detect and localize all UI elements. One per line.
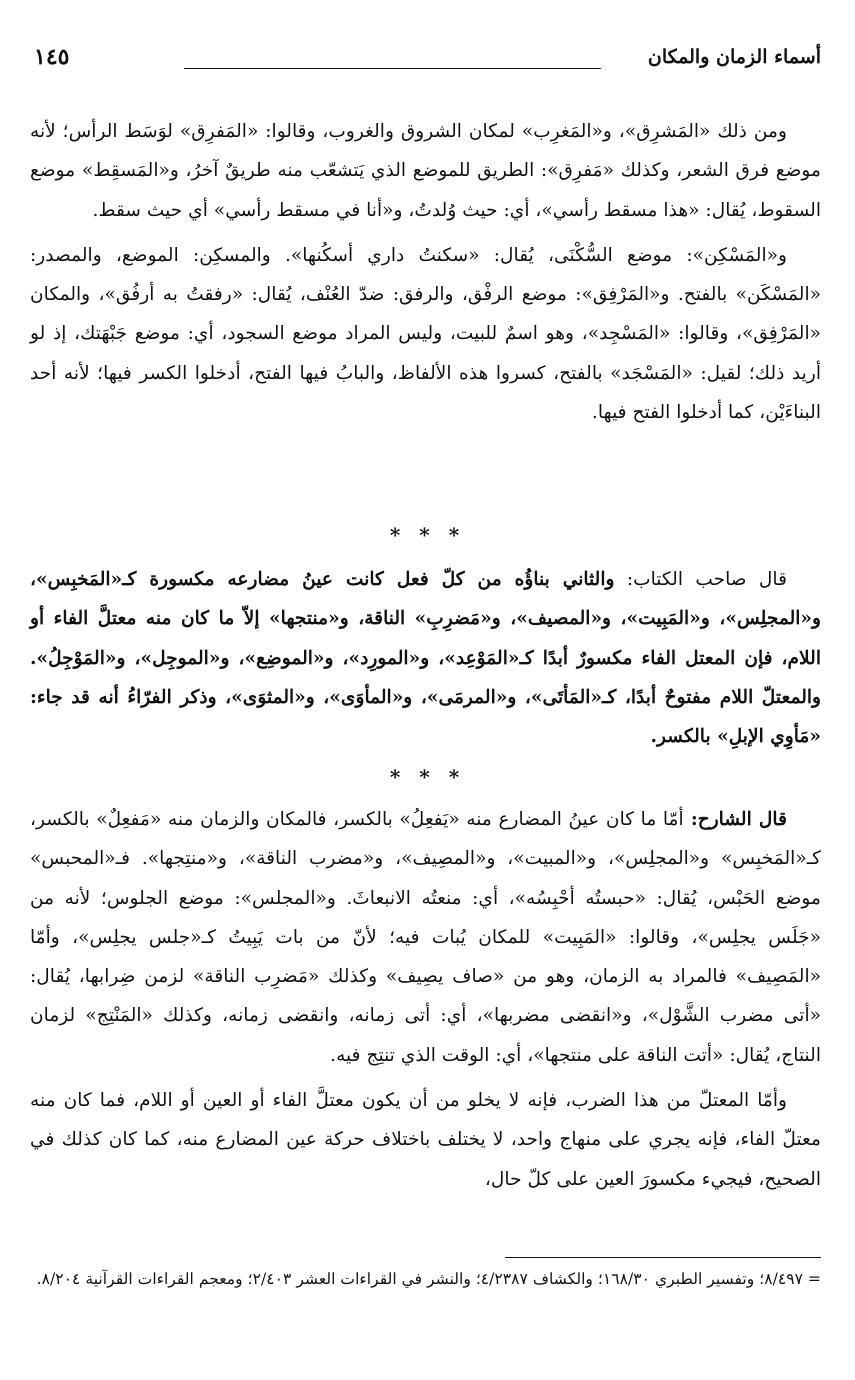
commentary-text: أمّا ما كان عينُ المضارع منه «يَفعِلُ» بالكسر، فالمكان والزمان منه «مَفعِلٌ» بالكسر، كـ«المَخبِس» و«المجلِس»، و«المبيت»، و«المصِيف»، و«مضرب الناقة»، و«منتِجها». فـ«المحبس» موضع الحَبْس، يُقال: «حبستُه أحْبِسُه»، أي: منعتُه الانبعاثَ. و«المجلس»: موضع الجلوس؛ لأنه من «جَلَس يجلِس»، وقالوا: «المَبِيت» للمكان يُبات فيه؛ لأنّ من بات يَبِيتُ كـ«جلس يجلِس»، وأمّا «المَصِيف» فالمراد به الزمان، وهو من «صاف يصِيف» وكذلك «مَضرِب الناقة» لزمن ضِرابها، يُقال: «أتى مضرب الشَّوْل»، و«انقضى مضربها»، أي: أتى زمانه، وانقضى زمانه، وكذلك «المَنْتِج» لزمان النتاج، يُقال: «أتت الناقة على منتجها»، أي: الوقت الذي تنتِج فيه. (30, 809, 822, 1066)
footnote-rule (505, 1257, 821, 1258)
section-1 (30, 112, 821, 432)
section-separator: * * * (389, 523, 466, 547)
section-2 (30, 560, 821, 756)
author-quote (30, 560, 821, 756)
commentator-lead: قال الشارح: (683, 809, 787, 830)
section-3 (30, 800, 821, 1199)
section-separator: * * * (389, 765, 466, 789)
footnote-text: = ٨/٤٩٧؛ وتفسير الطبري ١٦٨/٣٠؛ والكشاف ٤/٢٣٨٧؛ والنشر في القراءات العشر ٢/٤٠٣؛ ومعجم القراءات القرآنية ٨/٢٠٤. (36, 1270, 821, 1288)
footnote (30, 1264, 821, 1294)
running-title: أسماء الزمان والمكان (647, 46, 821, 68)
commentary-paragraph-2: وأمّا المعتلّ من هذا الضرب، فإنه لا يخلو من أن يكون معتلَّ الفاء أو العين أو اللام، فما كان منه معتلّ الفاء، فإنه يجري على منهاج واحد، لا يختلف باختلاف حركة عين المضارع منه، كما كان كذلك في الصحيح، فيجيء مكسورَ العين على كلّ حال، (30, 1090, 821, 1190)
header-rule (184, 68, 601, 69)
page-number: ١٤٥ (34, 44, 70, 70)
author-text: والثاني بناؤُه من كلّ فعل كانت عينُ مضارعه مكسورة كـ«المَخبِس»، و«المجلِس»، و«المَبِيت»، و«المصيف»، و«مَضرِبِ» الناقة، و«منتجها» إلاّ ما كان منه معتلَّ الفاء أو اللام، فإن المعتل الفاء مكسورٌ أبدًا كـ«المَوْعِد»، و«المورِد»، و«الموضِع»، و«الموجِل»، و«المَوْجِلُ». والمعتلّ اللام مفتوحٌ أبدًا، كـ«المَأتَى»، و«المرمَى»، و«المأوَى»، و«المثوَى»، وذكر الفرّاءُ أنه قد جاء: «مَأوِي الإبلِ» بالكسر. (30, 569, 821, 748)
page-header (34, 44, 821, 78)
author-lead: قال صاحب الكتاب: (614, 569, 787, 590)
commentary-paragraph-1 (30, 800, 821, 1075)
paragraph-2: و«المَسْكِن»: موضع السُّكْنَى، يُقال: «سكنتُ داري أسكُنها». والمسكِن: الموضع، والمصدر: «المَسْكَن» بالفتح. و«المَرْفِق»: موضع الرفْق، والرفق: ضدّ العُنْف، يُقال: «رفقتُ به أرفُق»، والمكان «المَرْفِق»، وقالوا: «المَسْجِد»، وهو اسمٌ للبيت، وليس المراد موضع السجود، أي: موضع جَبْهَتك، إذ لو أريد ذلك؛ لقيل: «المَسْجَد» بالفتح، كسروا هذه الألفاظ، والبابُ فيها الفتح، أدخلوا الكسر فيها؛ لأنه أحد البناءَيْن، كما أدخلوا الفتح فيها. (30, 244, 821, 424)
paragraph-1: ومن ذلك «المَشرِق»، و«المَغرِب» لمكان الشروق والغروب، وقالوا: «المَفرِق» لوَسَط الرأس؛ لأنه موضع فرق الشعر، وكذلك «مَفرِق»: الطريق للموضع الذي يَتشعّب منه طريقٌ آخرُ، و«المَسقِط» موضع السقوط، يُقال: «هذا مسقط رأسي»، أي: حيث وُلدتُ، و«أنا في مسقط رأسي» أي حيث سقط. (30, 121, 821, 221)
